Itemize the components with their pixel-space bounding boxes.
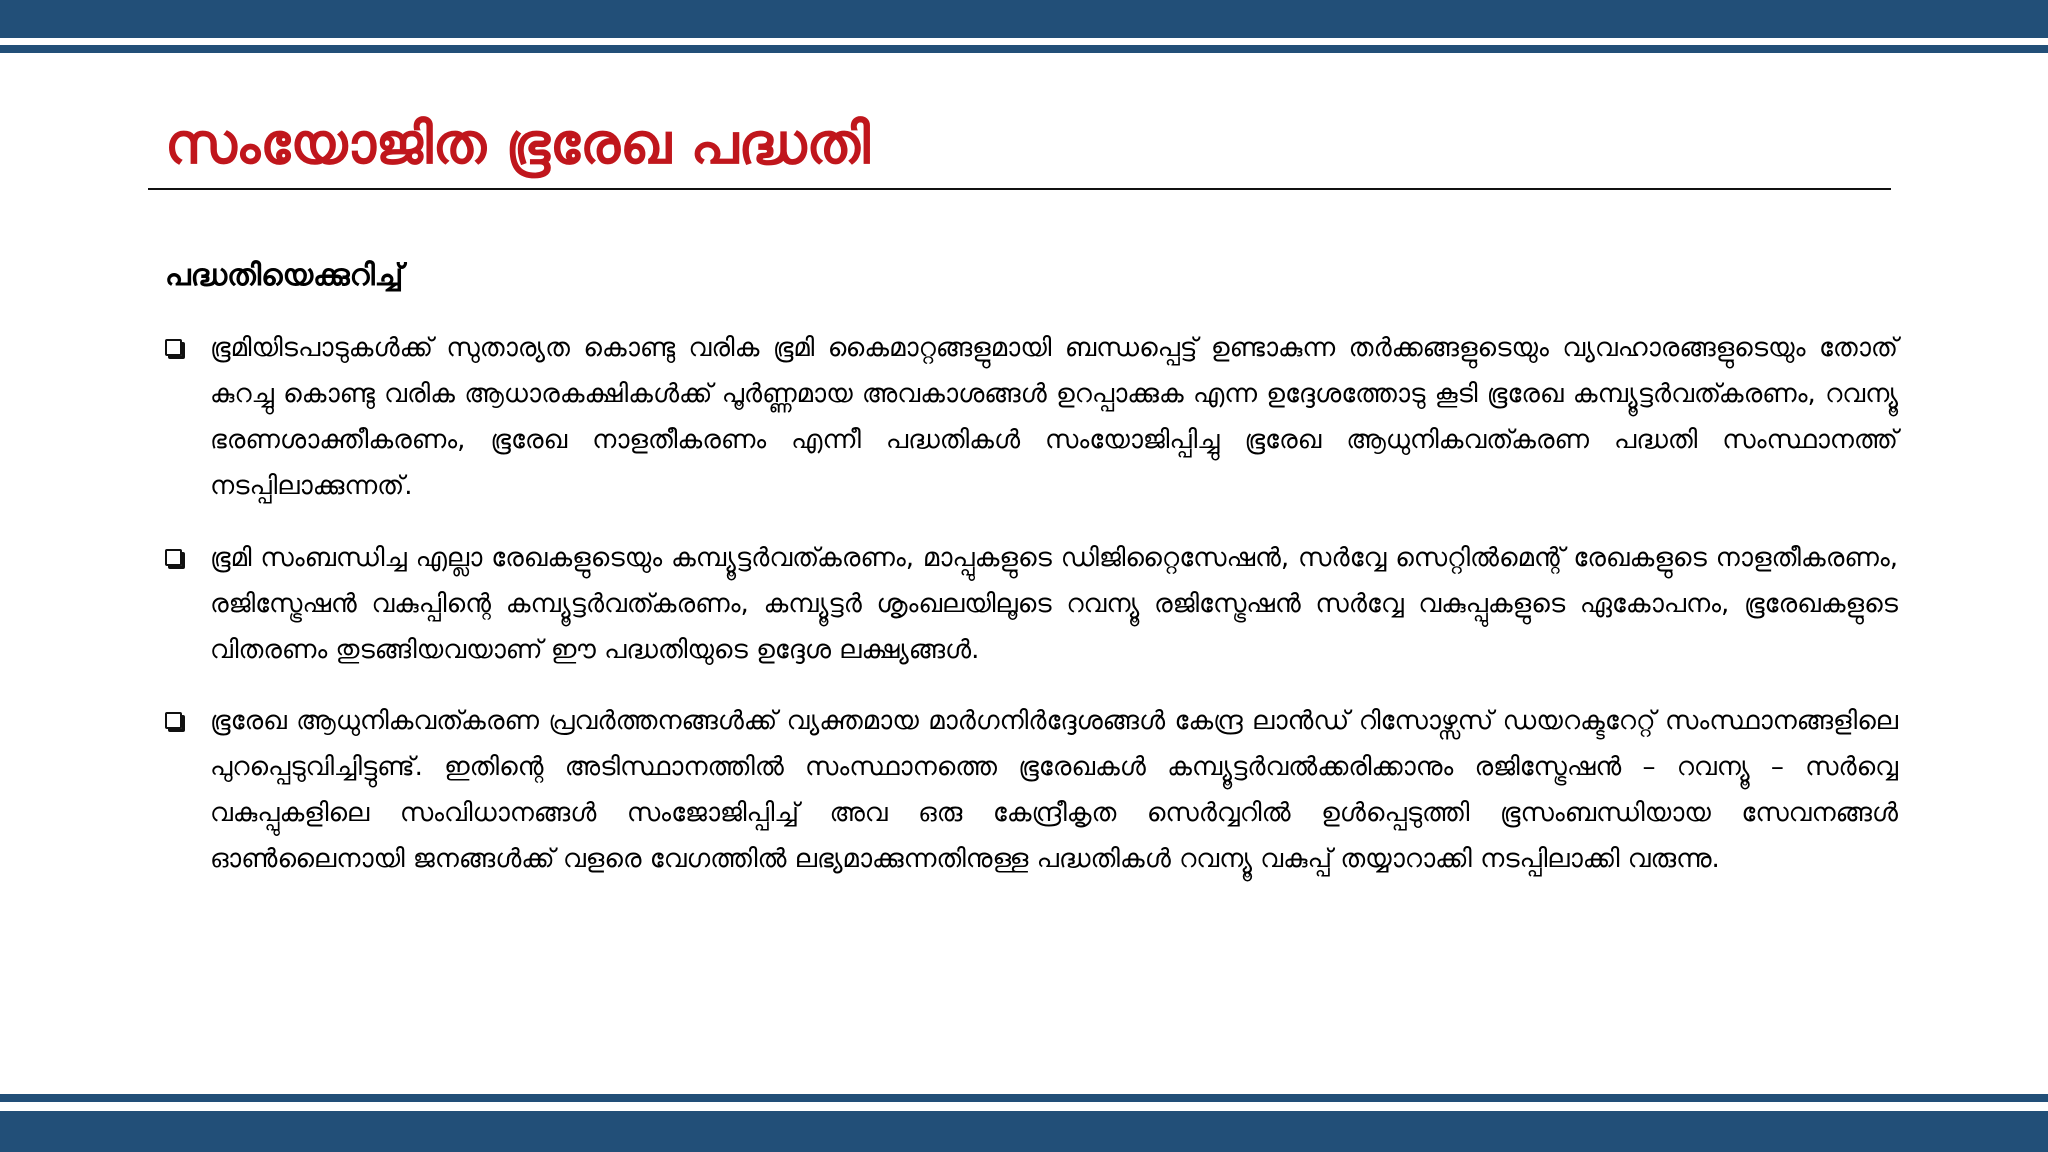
bullet-item xyxy=(165,698,1898,882)
bullet-item xyxy=(165,325,1898,509)
slide-title: സംയോജിത ഭൂരേഖ പദ്ധതി xyxy=(165,112,870,177)
section-heading: പദ്ധതിയെക്കുറിച്ച് xyxy=(165,258,404,293)
bottom-band-thin xyxy=(0,1094,2048,1102)
bottom-band-thick xyxy=(0,1111,2048,1152)
bullet-text: ഭൂമി സംബന്ധിച്ച എല്ലാ രേഖകളുടെയും കമ്പ്യൂട്ടർവത്കരണം, മാപ്പുകളുടെ ഡിജിറ്റൈസേഷൻ, സർവ്വേ സെറ്റിൽമെന്റ് രേഖകളുടെ നാളതീകരണം, രജിസ്ട്രേഷൻ വകുപ്പിന്റെ കമ്പ്യൂട്ടർവത്കരണം, കമ്പ്യൂട്ടർ ശൃംഖലയിലൂടെ റവന്യൂ രജിസ്ട്രേഷൻ സർവ്വേ വകുപ്പുകളുടെ ഏകോപനം, ഭൂരേഖകളുടെ വിതരണം തുടങ്ങിയവയാണ് ഈ പദ്ധതിയുടെ ഉദ്ദേശ ലക്ഷ്യങ്ങൾ. xyxy=(210,543,1898,665)
bullet-text: ഭൂമിയിടപാടുകൾക്ക് സുതാര്യത കൊണ്ടു വരിക ഭൂമി കൈമാറ്റങ്ങളുമായി ബന്ധപ്പെട്ട് ഉണ്ടാകുന്ന തർക്കങ്ങളുടെയും വ്യവഹാരങ്ങളുടെയും തോത് കുറച്ചു കൊണ്ടു വരിക ആധാരകക്ഷികൾക്ക് പൂർണ്ണമായ അവകാശങ്ങൾ ഉറപ്പാക്കുക എന്ന ഉദ്ദേശത്തോടു കൂടി ഭൂരേഖ കമ്പ്യൂട്ടർവത്കരണം, റവന്യൂ ഭരണശാക്തീകരണം, ഭൂരേഖ നാളതീകരണം എന്നീ പദ്ധതികൾ സംയോജിപ്പിച്ചു ഭൂരേഖ ആധുനികവത്കരണ പദ്ധതി സംസ്ഥാനത്ത് നടപ്പിലാക്കുന്നത്. xyxy=(210,333,1898,501)
checkbox-bullet-icon xyxy=(165,712,182,729)
bullet-text: ഭൂരേഖ ആധുനികവത്കരണ പ്രവർത്തനങ്ങൾക്ക് വ്യക്തമായ മാർഗനിർദ്ദേശങ്ങൾ കേന്ദ്ര ലാൻഡ് റിസോഴ്സസ് ഡയറക്ടറേറ്റ് സംസ്ഥാനങ്ങളിലെ പുറപ്പെടുവിച്ചിട്ടുണ്ട്. ഇതിന്റെ അടിസ്ഥാനത്തിൽ സംസ്ഥാനത്തെ ഭൂരേഖകൾ കമ്പ്യൂട്ടർവൽക്കരിക്കാനും രജിസ്ട്രേഷൻ – റവന്യൂ – സർവ്വെ വകുപ്പുകളിലെ സംവിധാനങ്ങൾ സംജോജിപ്പിച്ച് അവ ഒരു കേന്ദ്രീകൃത സെർവ്വറിൽ ഉൾപ്പെടുത്തി ഭൂസംബന്ധിയായ സേവനങ്ങൾ ഓൺലൈനായി ജനങ്ങൾക്ക് വളരെ വേഗത്തിൽ ലഭ്യമാക്കുന്നതിനുള്ള പദ്ധതികൾ റവന്യൂ വകുപ്പ് തയ്യാറാക്കി നടപ്പിലാക്കി വരുന്നു. xyxy=(210,706,1898,874)
checkbox-bullet-icon xyxy=(165,549,182,566)
checkbox-bullet-icon xyxy=(165,339,182,356)
bullet-item xyxy=(165,535,1898,673)
